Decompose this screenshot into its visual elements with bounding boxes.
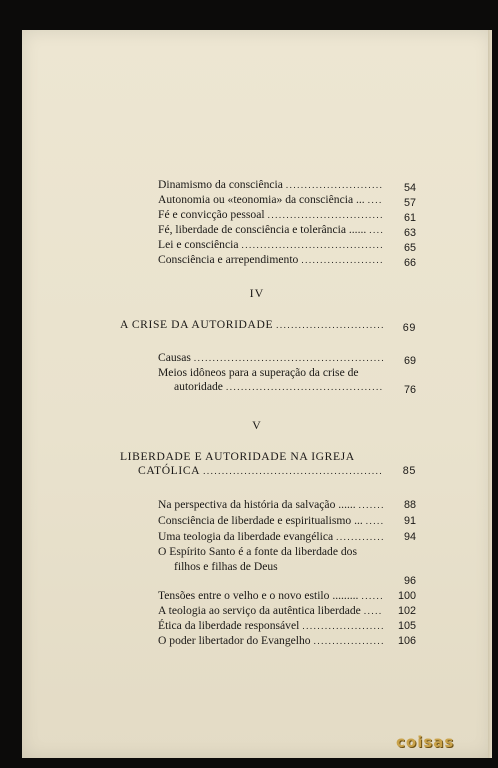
section-heading (138, 464, 416, 478)
leader-dots (276, 318, 383, 332)
toc-entry (158, 634, 416, 648)
toc-entry-title-continuation: filhos e filhas de Deus (174, 560, 278, 573)
toc-entry (158, 178, 416, 192)
section-heading-title-continuation: CATÓLICA (138, 464, 201, 477)
leader-dots (361, 589, 383, 603)
toc-entry-title: Consciência de liberdade e espiritualismo ... (158, 514, 363, 527)
toc-entry-page: 106 (397, 635, 416, 647)
toc-entry-page: 96 (403, 575, 416, 587)
leader-dots (366, 514, 383, 528)
toc-entry-page: 65 (403, 242, 416, 254)
toc-entry-page: 100 (397, 590, 416, 602)
toc-entry-page: 88 (403, 499, 416, 511)
toc-entry-page: 94 (403, 531, 416, 543)
section-heading-title: LIBERDADE E AUTORIDADE NA IGREJA (120, 450, 355, 463)
toc-entry-page: 63 (403, 227, 416, 239)
toc-entry-title: Tensões entre o velho e o novo estilo ......... (158, 589, 359, 602)
section-numeral: IV (249, 286, 265, 300)
toc-entry-page: 69 (403, 355, 416, 367)
leader-dots (194, 351, 383, 365)
toc-entry (158, 514, 416, 528)
section-heading-page: 69 (402, 322, 416, 334)
leader-dots (369, 223, 383, 237)
section-heading-title: A CRISE DA AUTORIDADE (120, 318, 274, 331)
toc-entry-title: Meios idôneos para a superação da crise de (158, 366, 359, 379)
leader-dots (268, 208, 383, 222)
leader-dots (368, 193, 383, 207)
toc-entry-title: Autonomia ou «teonomia» da consciência ... (158, 193, 365, 206)
table-of-contents (22, 30, 492, 758)
toc-entry (158, 589, 416, 603)
toc-entry-title: Ética da liberdade responsável (158, 619, 300, 632)
leader-dots (336, 530, 383, 544)
toc-entry (158, 351, 416, 365)
toc-entry-title: Na perspectiva da história da salvação ...... (158, 498, 356, 511)
leader-dots (241, 238, 383, 252)
toc-entry-title: A teologia ao serviço da autêntica liberdade (158, 604, 361, 617)
toc-entry-page: 66 (403, 257, 416, 269)
section-heading-page: 85 (402, 465, 416, 477)
toc-entry (158, 530, 416, 544)
section-numeral: V (252, 418, 262, 432)
leader-dots (364, 604, 383, 618)
toc-entry-title: Dinamismo da consciência (158, 178, 283, 191)
toc-entry-title: Fé e convicção pessoal (158, 208, 265, 221)
section-heading (120, 318, 416, 332)
toc-entry-page: 102 (397, 605, 416, 617)
toc-entry (158, 208, 416, 222)
watermark-logo: coisas (396, 733, 455, 751)
toc-entry-title: Consciência e arrependimento (158, 253, 299, 266)
toc-entry-title-continuation: autoridade (174, 380, 223, 393)
book-page (22, 30, 492, 758)
toc-entry-title: Fé, liberdade de consciência e tolerância ...... (158, 223, 367, 236)
toc-entry (158, 253, 416, 267)
leader-dots (286, 178, 383, 192)
toc-entry-page: 61 (403, 212, 416, 224)
leader-dots (302, 619, 383, 633)
toc-entry (158, 238, 416, 252)
toc-entry-page: 76 (403, 384, 416, 396)
leader-dots (314, 634, 383, 648)
toc-entry-page: 105 (397, 620, 416, 632)
toc-entry (158, 223, 416, 237)
leader-dots (359, 498, 383, 512)
toc-entry-title: Uma teologia da liberdade evangélica (158, 530, 334, 543)
toc-entry (158, 498, 416, 512)
toc-entry-title: O poder libertador do Evangelho (158, 634, 311, 647)
toc-entry-page: 91 (403, 515, 416, 527)
leader-dots (226, 380, 383, 394)
toc-entry-title: O Espírito Santo é a fonte da liberdade dos (158, 545, 357, 558)
toc-entry (158, 604, 416, 618)
toc-entry (158, 193, 416, 207)
leader-dots (301, 253, 383, 267)
toc-entry-page: 54 (403, 182, 416, 194)
toc-entry (158, 619, 416, 633)
toc-entry-page: 57 (403, 197, 416, 209)
toc-entry-title: Lei e consciência (158, 238, 239, 251)
toc-entry-title: Causas (158, 351, 191, 364)
toc-entry (174, 380, 416, 394)
leader-dots (203, 464, 383, 478)
